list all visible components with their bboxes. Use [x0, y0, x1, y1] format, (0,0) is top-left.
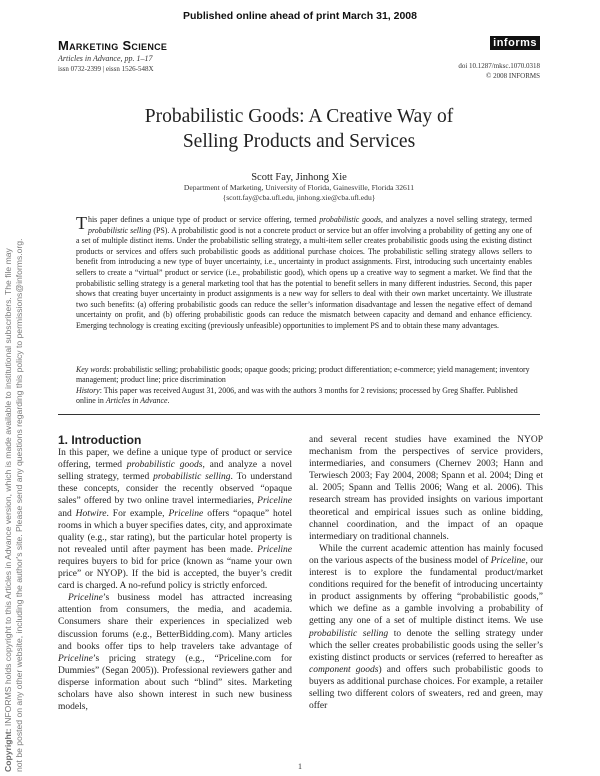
body-column-right — [309, 434, 543, 712]
page-number: 1 — [298, 762, 302, 771]
paragraph: In this paper, we define a unique type of product or service offering, termed probabilistic goods, and analyze a novel selling strategy, termed probabilistic selling. To understand these concepts, consider the recently observed “opaque sales” offered by two online travel intermediaries, Priceline and Hotwire. For example, Priceline offers “opaque” hotel rooms in which a buyer specifies dates, city, and approximate quality (e.g., star rating), but the particular hotel property is not revealed until after payment has been made. Priceline requires buyers to bid for price (known as “name your own price” or NYOP). If the bid is accepted, the buyer’s credit card is charged. A no-refund policy is strictly enforced. — [58, 448, 293, 592]
section-heading: 1. Introduction — [58, 433, 142, 447]
journal-name: Marketing Science — [58, 38, 168, 53]
history-ending: Articles in Advance — [105, 396, 168, 406]
paper-title — [58, 104, 540, 154]
title-line-2: Selling Products and Services — [182, 131, 416, 152]
paragraph: While the current academic attention has mainly focused on the various aspects of the business model of Priceline, our interest is to explore the fundamental product/market conditions required for the benefit of introducing uncertainty in product assignments by offering “probabilistic goods,” which we define as a gamble involving a probability of getting any one of a set of multiple distinct items. We use probabilistic selling to denote the selling strategy under which the seller creates probabilistic goods using the seller’s existing distinct products or services (referred to hereafter as component goods) and offers such probabilistic goods to buyers as additional purchase choices. For example, a retailer selling two different colors of sweaters, red and green, may offer — [309, 543, 543, 712]
publication-notice: Published online ahead of print March 31, 2008 — [183, 10, 417, 22]
sidebar-line-2: not be posted on any other website, including the author's site. Please send any questions regarding this policy to permissions@informs.org. — [14, 238, 24, 772]
keywords — [76, 365, 532, 386]
issn-info: issn 0732-2399 | eissn 1526-548X — [58, 65, 154, 73]
abstract-dropcap: T — [76, 213, 87, 233]
copyright-sidebar — [3, 82, 37, 772]
doi-info: doi 10.1287/mksc.1070.0318 — [458, 62, 540, 70]
abstract-term: probabilistic goods — [319, 215, 381, 224]
publisher-logo: informs — [490, 36, 540, 50]
history-text: : This paper was received August 31, 2006, and was with the authors 3 months for 2 revisions; processed by Greg Shaffer. Published online in — [76, 386, 518, 406]
sidebar-copyright-label: Copyright: — [3, 728, 13, 772]
copyright-info: © 2008 INFORMS — [486, 72, 540, 80]
title-line-1: Probabilistic Goods: A Creative Way of — [144, 106, 454, 127]
paragraph: and several recent studies have examined the NYOP mechanism from the perspectives of service providers, intermediaries, and consumers (Chernev 2003; Hann and Terwiesch 2003; Fay 2004, 2008; Spann et al. 2004; Ding et al. 2005; Spann and Tellis 2006; Wang et al. 2006). This research stream has provided insights on various important theoretical and empirical issues such as online bidding, channel coordination, and the impact of an opaque intermediary on traditional channels. — [309, 435, 543, 542]
issue-info: Articles in Advance, pp. 1–17 — [58, 54, 153, 63]
abstract — [76, 215, 532, 332]
history-label: History — [76, 386, 100, 395]
abstract-text: (PS). A probabilistic good is not a concrete product or service but an offer involving a probability of getting any one of a set of multiple distinct items. Under the probabilistic selling strategy, a multi-item seller creates probabilistic goods using the existing distinct products or services and offers such probabilistic goods as additional purchase choices. The probabilistic selling strategy allows sellers to benefit from introducing a new type of buyer uncertainty, i.e., uncertainty in product assignments. First, introducing such uncertainty enables sellers to create a “virtual” product or service (i.e., probabilistic good), which opens up a creative way to segment a market. We find that the probabilistic selling strategy is a general marketing tool that has the potential to benefit sellers in many different industries. Second, this paper shows that creating buyer uncertainty in product assignments is a new way for sellers to deal with their own market uncertainty. We illustrate two such benefits: (a) offering probabilistic goods can reduce the seller’s information disadvantage and lessen the negative effect of demand uncertainty on profit, and (b) offering probabilistic goods can reduce the mismatch between capacity and demand and enhance efficiency. Emerging technology is creating exciting (previously unfeasible) opportunities to implement PS and to obtain these many advantages. — [76, 225, 532, 330]
keywords-label: Key words — [76, 365, 110, 374]
abstract-text: , and analyzes a novel selling strategy, termed — [380, 215, 532, 224]
abstract-text: his paper defines a unique type of product or service offering, termed — [88, 215, 320, 224]
history — [76, 386, 532, 407]
author-emails: {scott.fay@cba.ufl.edu, jinhong.xie@cba.ufl.edu} — [222, 193, 376, 202]
history-period: . — [167, 396, 170, 406]
keywords-text: : probabilistic selling; probabilistic goods; opaque goods; pricing; product differentiation; e-commerce; yield management; inventory management; product line; price discrimination — [76, 365, 530, 385]
paragraph: Priceline’s business model has attracted increasing attention from consumers, the media, and academia. Consumers share their experiences in specialized web discussion forums (e.g., BetterBidding.com). Many articles and books offer tips to help travelers take advantage of Priceline’s pricing strategy (e.g., “Priceline.com for Dummies” (Segan 2005)). Professional reviewers gather and disperse information about such “blind” sites. Marketing scholars have also shown interest in such new business models, — [58, 593, 292, 713]
author-names: Scott Fay, Jinhong Xie — [251, 172, 347, 183]
author-affiliation: Department of Marketing, University of Florida, Gainesville, Florida 32611 — [183, 183, 415, 192]
section-divider — [58, 414, 540, 415]
body-column-left — [58, 434, 292, 713]
abstract-term: probabilistic selling — [88, 225, 152, 235]
sidebar-line-1: INFORMS holds copyright to this Articles in Advance version, which is made available to institutional subscribers. The file may — [3, 248, 13, 727]
